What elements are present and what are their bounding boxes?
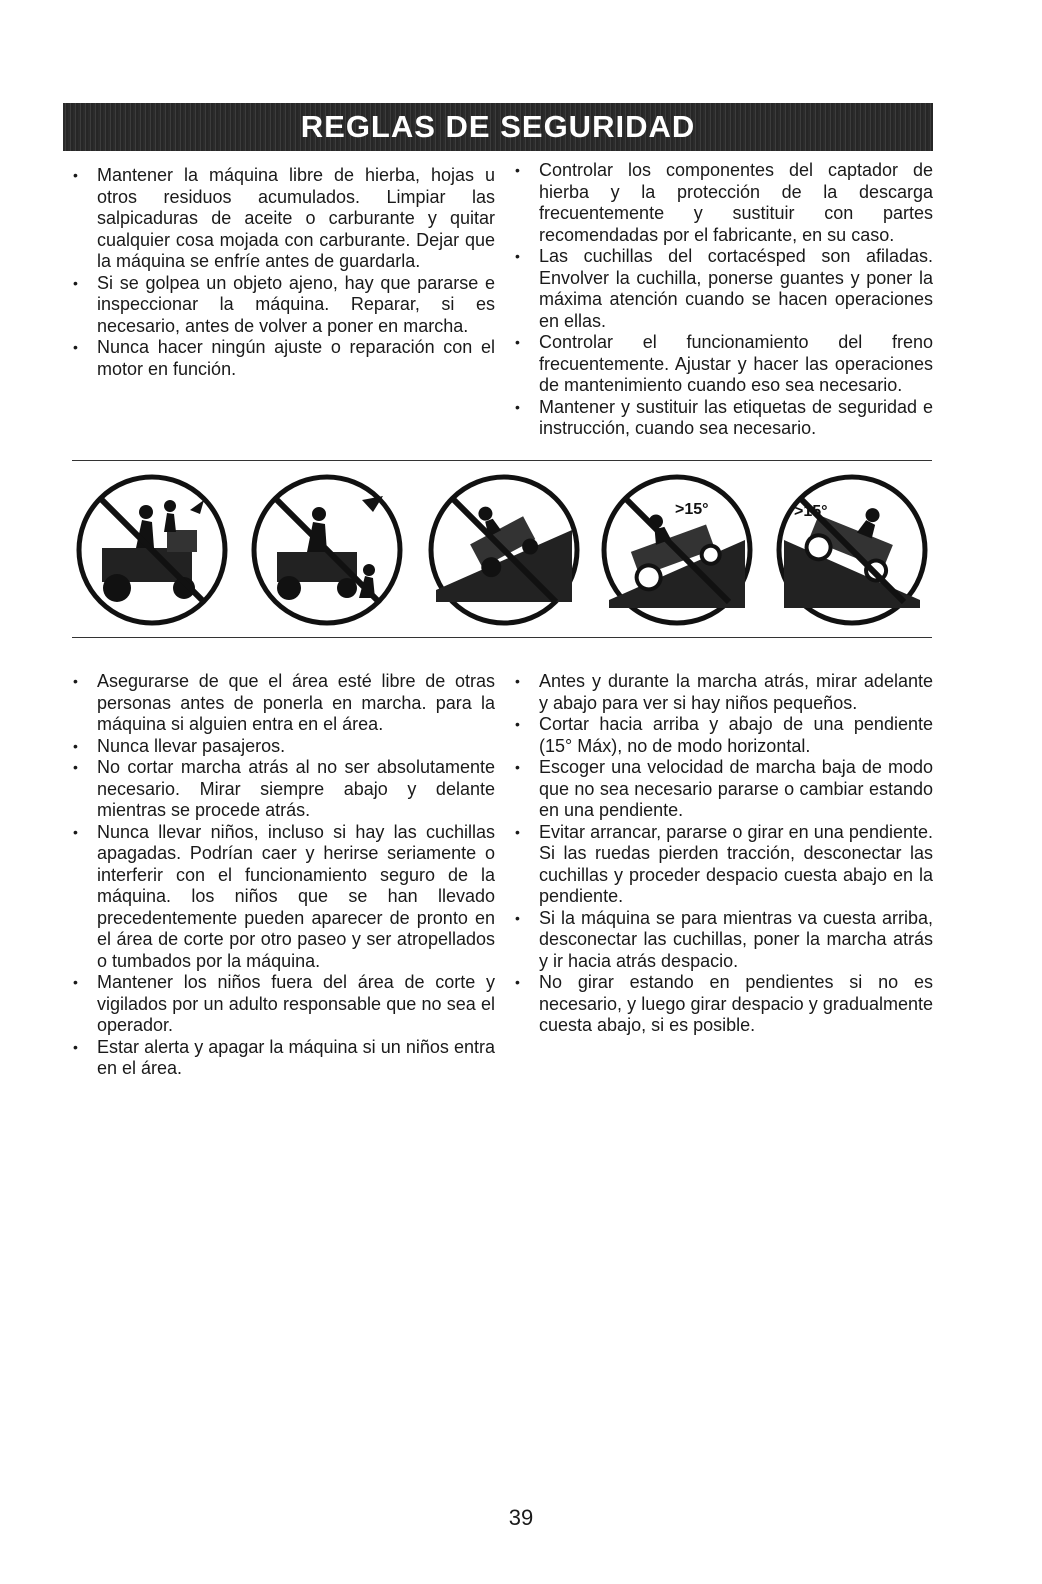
list-item: • Si se golpea un objeto ajeno, hay que pararse e inspeccionar la máquina. Reparar, si es necesario, antes de volver a poner en marcha. xyxy=(63,273,495,338)
page-title: REGLAS DE SEGURIDAD xyxy=(300,109,696,144)
list-item: • Controlar el funcionamiento del freno frecuentemente. Ajustar y hacer las operaciones de mantenimiento cuando eso sea necesario. xyxy=(505,332,933,397)
section-banner xyxy=(63,103,933,151)
bottom-right-column xyxy=(505,671,933,1037)
no-passengers-icon xyxy=(72,470,232,630)
top-left-column xyxy=(63,165,495,380)
list-item: • No cortar marcha atrás al no ser absolutamente necesario. Mirar siempre abajo y delante mientras se procede atrás. xyxy=(63,757,495,822)
slope-angle-label: >15° xyxy=(675,501,709,518)
list-item: • Mantener los niños fuera del área de corte y vigilados por un adulto responsable que no sea el operador. xyxy=(63,972,495,1037)
list-item: • No girar estando en pendientes si no es necesario, y luego girar despacio y gradualmente cuesta abajo, si es posible. xyxy=(505,972,933,1037)
bottom-left-column xyxy=(63,671,495,1080)
slope-angle-label: >15° xyxy=(794,503,828,520)
list-item: • Mantener la máquina libre de hierba, hojas u otros residuos acumulados. Limpiar las salpicaduras de aceite o carburante y quitar cualquier cosa mojada con carburante. Dejar que la máquina se enfríe antes de guardarla. xyxy=(63,165,495,273)
slope-up-15-icon xyxy=(597,470,757,630)
divider xyxy=(72,460,932,461)
list-item: • Si la máquina se para mientras va cuesta arriba, desconectar las cuchillas, poner la marcha atrás y ir hacia atrás despacio. xyxy=(505,908,933,973)
list-item: • Cortar hacia arriba y abajo de una pendiente (15° Máx), no de modo horizontal. xyxy=(505,714,933,757)
divider xyxy=(72,637,932,638)
page-number: 39 xyxy=(508,1505,534,1530)
no-children-icon xyxy=(247,470,407,630)
list-item: • Evitar arrancar, pararse o girar en una pendiente. Si las ruedas pierden tracción, desconectar las cuchillas y proceder despacio cuesta abajo en la pendiente. xyxy=(505,822,933,908)
list-item: • Antes y durante la marcha atrás, mirar adelante y abajo para ver si hay niños pequeños. xyxy=(505,671,933,714)
top-right-column xyxy=(505,160,933,440)
list-item: • Nunca llevar pasajeros. xyxy=(63,736,495,758)
slope-down-15-icon xyxy=(772,470,932,630)
list-item: • Asegurarse de que el área esté libre de otras personas antes de ponerla en marcha. para la máquina si alguien entra en el área. xyxy=(63,671,495,736)
list-item: • Escoger una velocidad de marcha baja de modo que no sea necesario pararse o cambiar estando en una pendiente. xyxy=(505,757,933,822)
list-item: • Nunca llevar niños, incluso si hay las cuchillas apagadas. Podrían caer y herirse seriamente o interferir con el funcionamiento seguro de la máquina. los niños que se han llevado precedentemente pueden aparecer de pronto en el área de corte por otro paseo y ser atropellados o tumbados por la máquina. xyxy=(63,822,495,973)
list-item: • Nunca hacer ningún ajuste o reparación con el motor en función. xyxy=(63,337,495,380)
list-item: • Controlar los componentes del captador de hierba y la protección de la descarga frecuentemente y sustituir con partes recomendadas por el fabricante, en su caso. xyxy=(505,160,933,246)
safety-icons-row xyxy=(72,470,932,630)
no-steep-slope-icon xyxy=(424,470,584,630)
list-item: • Las cuchillas del cortacésped son afiladas. Envolver la cuchilla, ponerse guantes y poner la máxima atención cuando se hacen operaciones en ellas. xyxy=(505,246,933,332)
list-item: • Mantener y sustituir las etiquetas de seguridad e instrucción, cuando sea necesario. xyxy=(505,397,933,440)
list-item: • Estar alerta y apagar la máquina si un niños entra en el área. xyxy=(63,1037,495,1080)
